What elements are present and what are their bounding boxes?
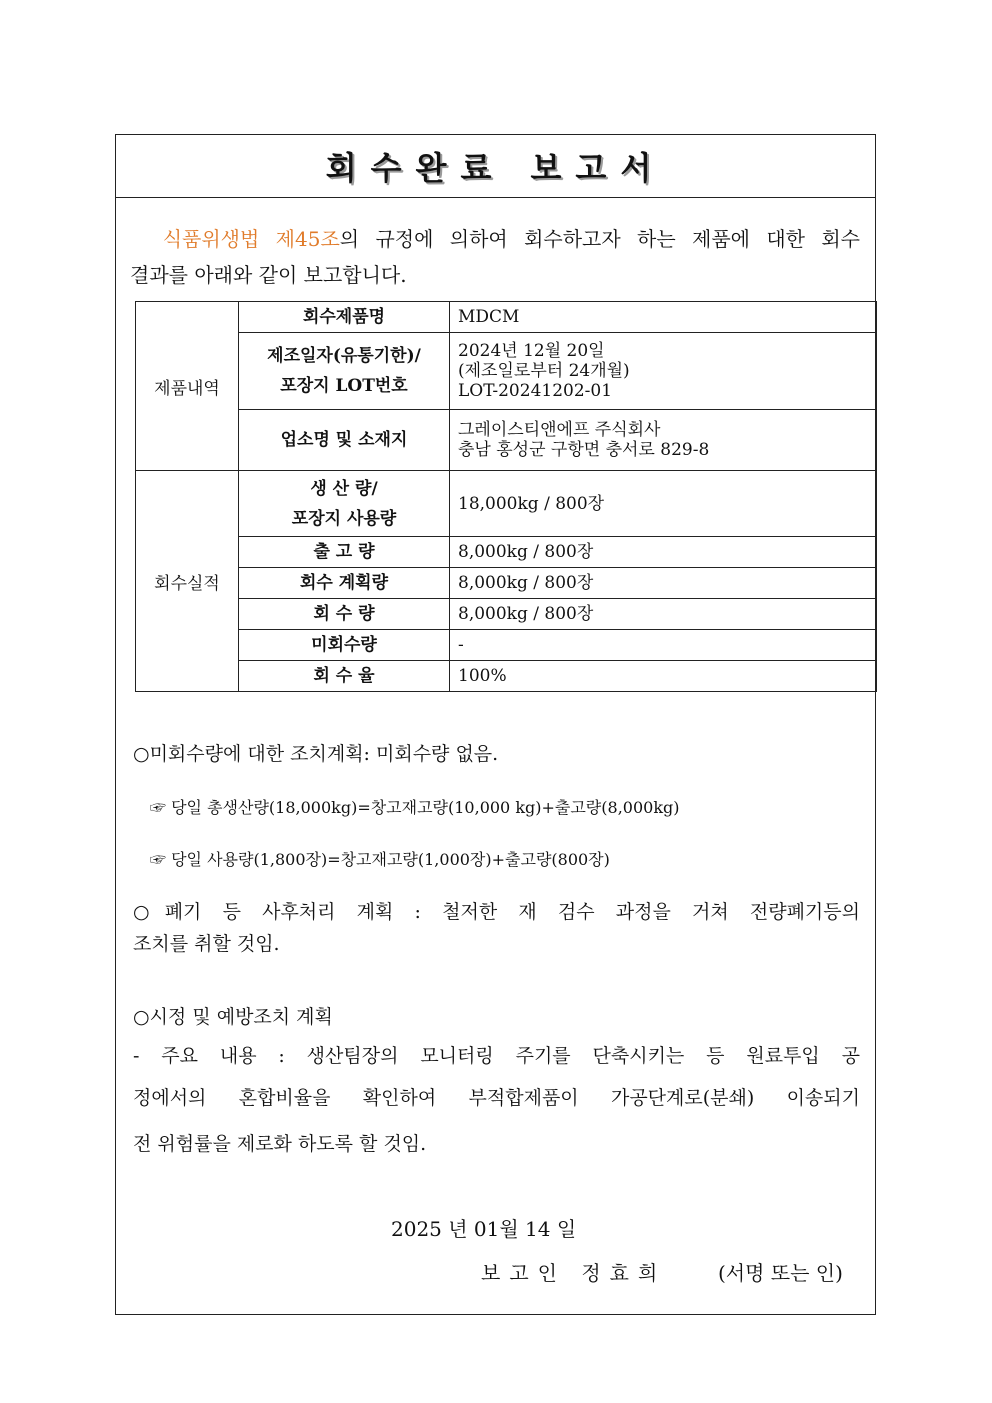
prevention-line-1: - 주요 내용 : 생산팀장의 모니터링 주기를 단축시키는 등 원료투입 공 (133, 1045, 860, 1067)
manufacture-date: 2024년 12월 20일 (458, 341, 605, 361)
intro-text-1: 의 규정에 의하여 회수하고자 하는 제품에 대한 회수 (339, 227, 860, 251)
report-frame (115, 134, 876, 1315)
report-date: 2025 년 01월 14 일 (391, 1217, 577, 1241)
company-value (450, 410, 877, 471)
company-label: 업소명 및 소재지 (239, 410, 450, 471)
rate-label: 회 수 율 (239, 661, 450, 692)
date-lot-value (450, 333, 877, 410)
report-title: 회수완료 보고서 (325, 149, 666, 187)
shipped-label: 출 고 량 (239, 537, 450, 568)
production-label (239, 471, 450, 537)
signature-note: (서명 또는 인) (718, 1261, 843, 1285)
intro-line-1 (130, 221, 860, 257)
product-name-label: 회수제품명 (239, 302, 450, 333)
date-lot-label (239, 333, 450, 410)
shipped-value: 8,000kg / 800장 (450, 537, 877, 568)
shelf-life: (제조일로부터 24개월) (458, 361, 630, 381)
prevention-title: ○시정 및 예방조치 계획 (133, 1006, 333, 1028)
disposal-plan-line-2: 조치를 취할 것임. (133, 933, 280, 955)
recovered-value: 8,000kg / 800장 (450, 599, 877, 630)
intro-line-2: 결과를 아래와 같이 보고합니다. (130, 263, 407, 287)
planned-label: 회수 계획량 (239, 568, 450, 599)
prevention-line-2: 정에서의 혼합비율을 확인하여 부적합제품이 가공단계로(분쇄) 이송되기 (133, 1087, 860, 1109)
calc-production: ☞ 당일 총생산량(18,000kg)=창고재고량(10,000 kg)+출고량(8,000kg) (150, 798, 680, 817)
unrecovered-plan: ○미회수량에 대한 조치계획: 미회수량 없음. (133, 743, 499, 765)
title-bar (116, 135, 875, 198)
production-label-1: 생 산 량/ (310, 478, 378, 499)
recovered-label: 회 수 량 (239, 599, 450, 630)
date-lot-label-1: 제조일자(유통기한)/ (267, 346, 421, 366)
company-address: 충남 홍성군 구항면 충서로 829-8 (458, 440, 710, 460)
production-value: 18,000kg / 800장 (450, 471, 877, 537)
production-label-2: 포장지 사용량 (291, 508, 397, 529)
lot-number: LOT-20241202-01 (458, 381, 613, 401)
unrecovered-value: - (450, 630, 877, 661)
product-category: 제품내역 (136, 302, 239, 471)
results-category: 회수실적 (136, 471, 239, 692)
law-reference: 식품위생법 제45조 (162, 227, 340, 251)
prevention-line-3: 전 위험률을 제로화 하도록 할 것임. (133, 1133, 427, 1155)
reporter-name: 보고인 정효희 (481, 1261, 667, 1285)
disposal-plan-line-1: ○폐기 등 사후처리 계획 : 철저한 재 검수 과정을 거쳐 전량폐기등의 (133, 901, 860, 923)
unrecovered-label: 미회수량 (239, 630, 450, 661)
calc-usage: ☞ 당일 사용량(1,800장)=창고재고량(1,000장)+출고량(800장) (150, 850, 610, 869)
product-name-value: MDCM (450, 302, 877, 333)
planned-value: 8,000kg / 800장 (450, 568, 877, 599)
rate-value: 100% (450, 661, 877, 692)
date-lot-label-2: 포장지 LOT번호 (280, 376, 408, 396)
recall-info-table (135, 301, 877, 692)
company-name: 그레이스티앤에프 주식회사 (458, 420, 661, 440)
